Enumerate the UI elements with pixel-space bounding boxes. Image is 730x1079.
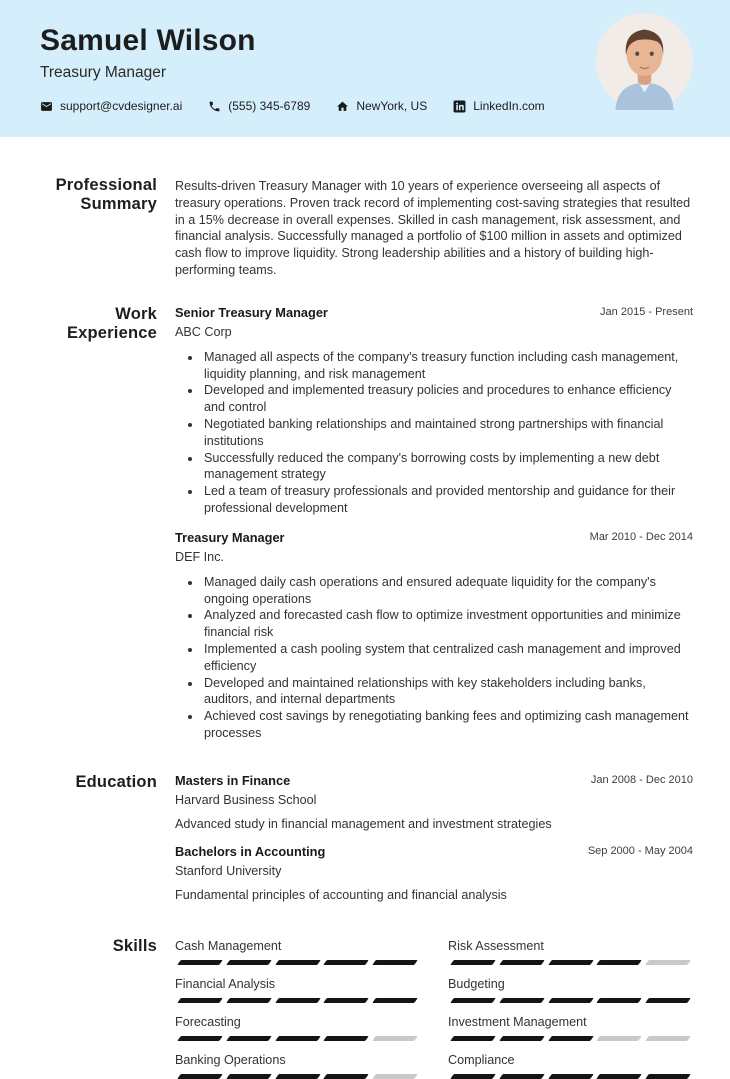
contact-row	[40, 99, 690, 113]
skill-segment-filled	[275, 1074, 320, 1079]
education-description: Fundamental principles of accounting and financial analysis	[175, 888, 507, 903]
skill-segment-filled	[499, 1036, 544, 1041]
skill-level-bar	[448, 960, 693, 965]
contact-email-text: support@cvdesigner.ai	[60, 99, 183, 113]
skill-name: Banking Operations	[175, 1052, 286, 1067]
skill-segment-filled	[450, 1074, 495, 1079]
education-dates: Jan 2008 - Dec 2010	[590, 773, 693, 786]
summary-text: Results-driven Treasury Manager with 10 years of experience overseeing all aspects of treasury operations. Proven track record of implementing cost-saving strategies that resulted in a 15% decrease in overall expenses. Skilled in cash management, risk assessment, and financial analysis. Successfully managed a portfolio of $100 million in assets and optimized cash flow to improve liquidity. Strong leadership abilities and a history of building high-performing teams.	[175, 179, 691, 277]
skill-segment-empty	[645, 1036, 690, 1041]
education-list	[175, 773, 693, 904]
skill-segment-filled	[548, 960, 593, 965]
skill-segment-filled	[450, 998, 495, 1003]
skill-level-bar	[175, 998, 420, 1003]
job-bullet: • Developed and maintained relationships with key stakeholders including banks, auditors, and internal departments	[202, 675, 693, 709]
job-bullet: • Developed and implemented treasury policies and procedures to enhance efficiency and control	[202, 382, 693, 416]
skill-segment-filled	[645, 1074, 690, 1079]
skill-level-bar	[448, 1074, 693, 1079]
skill-entry	[448, 1053, 693, 1079]
skill-segment-filled	[177, 1074, 222, 1079]
jobs-list	[175, 305, 693, 742]
skill-name: Investment Management	[448, 1014, 587, 1029]
skill-segment-filled	[645, 998, 690, 1003]
skill-segment-filled	[275, 1036, 320, 1041]
skill-segment-filled	[226, 998, 271, 1003]
skill-segment-filled	[450, 1036, 495, 1041]
contact-phone-text: (555) 345-6789	[228, 99, 311, 113]
linkedin-icon	[453, 100, 466, 113]
job-bullet: • Analyzed and forecasted cash flow to optimize investment opportunities and minimize financial risk	[202, 607, 693, 641]
skill-level-bar	[448, 1036, 693, 1041]
education-degree: Masters in Finance	[175, 772, 291, 788]
job-bullet: • Implemented a cash pooling system that centralized cash management and improved efficiency	[202, 641, 693, 675]
skill-segment-filled	[275, 998, 320, 1003]
skill-segment-filled	[597, 960, 642, 965]
job-bullet: • Negotiated banking relationships and maintained strong partnerships with financial institutions	[202, 416, 693, 450]
skill-segment-filled	[372, 998, 417, 1003]
home-icon	[336, 100, 349, 113]
skill-segment-filled	[548, 1036, 593, 1041]
skill-segment-filled	[324, 998, 369, 1003]
education-school: Stanford University	[175, 864, 282, 879]
skill-segment-filled	[548, 1074, 593, 1079]
job-company: DEF Inc.	[175, 549, 224, 564]
job-bullet: • Managed daily cash operations and ensured adequate liquidity for the company's ongoing operations	[202, 574, 693, 608]
education-entry	[175, 773, 693, 832]
skill-name: Financial Analysis	[175, 976, 276, 991]
skill-segment-filled	[597, 1074, 642, 1079]
skill-segment-filled	[499, 998, 544, 1003]
skill-entry	[175, 977, 420, 1003]
skills-heading: Skills	[112, 936, 157, 955]
job-bullet: • Led a team of treasury professionals and provided mentorship and guidance for their professional development	[202, 483, 693, 517]
skill-level-bar	[175, 960, 420, 965]
skill-entry	[448, 1015, 693, 1041]
skill-segment-filled	[324, 1074, 369, 1079]
skill-segment-filled	[177, 1036, 222, 1041]
skill-segment-empty	[372, 1036, 417, 1041]
contact-email	[40, 99, 182, 113]
skills-grid	[175, 937, 693, 1079]
experience-heading: Work Experience	[66, 304, 157, 343]
contact-phone	[208, 99, 310, 113]
education-description: Advanced study in financial management and investment strategies	[175, 816, 552, 831]
job-title: Senior Treasury Manager	[175, 304, 328, 320]
skill-segment-filled	[597, 998, 642, 1003]
skill-name: Cash Management	[175, 938, 282, 953]
skill-segment-filled	[324, 960, 369, 965]
skill-segment-filled	[499, 960, 544, 965]
skill-segment-filled	[450, 960, 495, 965]
skill-segment-filled	[372, 960, 417, 965]
skill-level-bar	[175, 1036, 420, 1041]
education-heading: Education	[75, 772, 157, 791]
contact-linkedin-text: LinkedIn.com	[473, 99, 545, 113]
section-skills	[0, 937, 693, 1079]
skill-segment-filled	[226, 1036, 271, 1041]
job-dates: Mar 2010 - Dec 2014	[589, 530, 693, 543]
skill-segment-filled	[499, 1074, 544, 1079]
job-company: ABC Corp	[175, 324, 232, 339]
job-dates: Jan 2015 - Present	[600, 305, 693, 318]
candidate-title: Treasury Manager	[40, 64, 167, 81]
job-bullets	[175, 574, 693, 742]
job-entry	[175, 305, 693, 517]
skill-level-bar	[448, 998, 693, 1003]
job-entry	[175, 530, 693, 742]
skill-segment-empty	[372, 1074, 417, 1079]
resume-body	[0, 137, 730, 1079]
education-degree: Bachelors in Accounting	[175, 844, 326, 860]
job-title: Treasury Manager	[175, 529, 285, 545]
phone-icon	[208, 100, 221, 113]
skill-name: Compliance	[448, 1052, 515, 1067]
avatar-illustration	[596, 13, 693, 110]
skill-name: Budgeting	[448, 976, 505, 991]
skill-segment-filled	[177, 998, 222, 1003]
skill-segment-filled	[177, 960, 222, 965]
section-work-experience	[0, 305, 693, 742]
contact-linkedin	[453, 99, 544, 113]
education-entry	[175, 844, 693, 903]
skill-entry	[175, 939, 420, 965]
skill-segment-filled	[324, 1036, 369, 1041]
skill-entry	[448, 977, 693, 1003]
job-bullet: • Successfully reduced the company's borrowing costs by implementing a new debt management strategy	[202, 450, 693, 484]
skill-segment-filled	[275, 960, 320, 965]
skill-segment-filled	[548, 998, 593, 1003]
education-dates: Sep 2000 - May 2004	[587, 845, 693, 858]
skill-entry	[175, 1053, 420, 1079]
contact-location-text: NewYork, US	[356, 99, 428, 113]
skill-segment-filled	[226, 960, 271, 965]
section-education	[0, 773, 693, 904]
skill-entry	[175, 1015, 420, 1041]
skill-segment-filled	[226, 1074, 271, 1079]
job-bullet: • Managed all aspects of the company's treasury function including cash management, liquidity planning, and risk management	[202, 349, 693, 383]
email-icon	[40, 100, 53, 113]
skill-name: Forecasting	[175, 1014, 241, 1029]
candidate-name: Samuel Wilson	[40, 24, 256, 57]
skill-segment-empty	[645, 960, 690, 965]
education-school: Harvard Business School	[175, 792, 317, 807]
skill-segment-empty	[597, 1036, 642, 1041]
resume-header	[0, 0, 730, 137]
job-bullets	[175, 349, 693, 517]
summary-heading: Professional Summary	[55, 176, 157, 214]
job-bullet: • Achieved cost savings by renegotiating banking fees and optimizing cash management processes	[202, 708, 693, 742]
skill-name: Risk Assessment	[448, 938, 544, 953]
contact-location	[336, 99, 427, 113]
avatar	[596, 13, 693, 110]
skill-level-bar	[175, 1074, 420, 1079]
skill-entry	[448, 939, 693, 965]
section-professional-summary	[0, 176, 693, 279]
